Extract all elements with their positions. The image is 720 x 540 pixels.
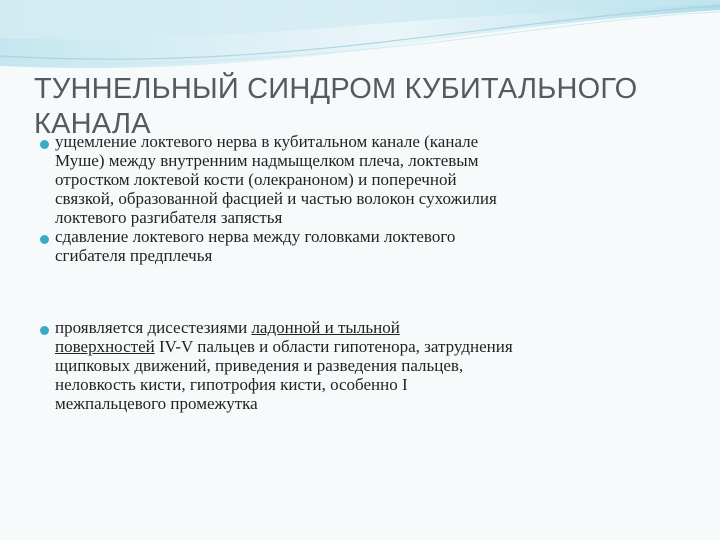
bullet-1 (55, 132, 497, 227)
bullet-2 (55, 227, 455, 265)
bullet-3-line-1 (55, 318, 513, 337)
bullet-dot-1 (40, 140, 49, 149)
bullet-3-underlined-2: поверхностей (55, 337, 155, 356)
bullet-3-prefix: проявляется дисестезиями (55, 318, 252, 337)
bullet-2-line: сгибателя предплечья (55, 246, 213, 265)
bullet-1-line: связкой, образованной фасцией и частью волокон сухожилия (55, 189, 497, 208)
bullet-3-underlined: ладонной и тыльной (251, 318, 400, 337)
bullet-1-line: локтевого разгибателя запястья (55, 208, 283, 227)
bullet-3-line: межпальцевого промежутка (55, 394, 258, 413)
bullet-2-line: сдавление локтевого нерва между головками локтевого (55, 227, 456, 246)
bullet-1-line: отростком локтевой кости (олекраноном) и поперечной (55, 170, 457, 189)
bullet-1-line: Муше) между внутренним надмыщелком плеча, локтевым (55, 151, 479, 170)
title-line-1: ТУННЕЛЬНЫЙ СИНДРОМ КУБИТАЛЬНОГО (34, 73, 638, 105)
bullet-3-rest: IV-V пальцев и области гипотенора, затруднения (154, 337, 513, 356)
bullet-dot-2 (40, 235, 49, 244)
bullet-1-line: ущемление локтевого нерва в кубитальном канале (канале (55, 132, 479, 151)
bullet-3-line: неловкость кисти, гипотрофия кисти, особенно I (55, 375, 408, 394)
bullet-3-line-2 (55, 337, 513, 356)
bullet-3-line: щипковых движений, приведения и разведения пальцев, (55, 356, 464, 375)
bullet-dot-3 (40, 326, 49, 335)
title-line-2: КАНАЛА (34, 108, 151, 140)
bullet-3 (55, 318, 513, 413)
